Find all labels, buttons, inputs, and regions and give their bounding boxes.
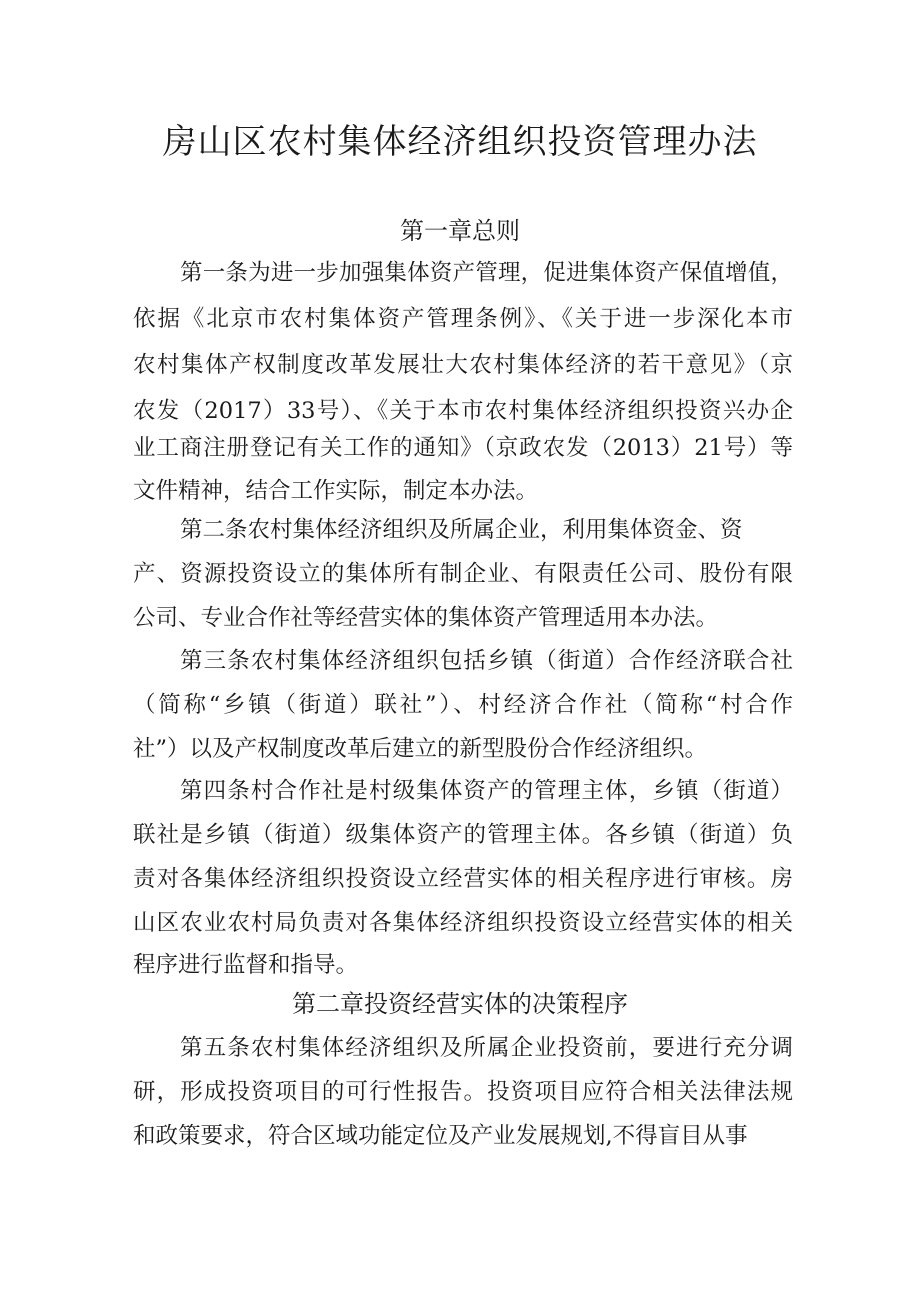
article-5-line-3: 和政策要求，符合区域功能定位及产业发展规划,不得盲目从事 — [133, 1123, 748, 1149]
article-3-line-2: （简称“乡镇（街道）联社”）、村经济合作社（简称“村合作 — [133, 692, 793, 718]
article-3-line-3: 社”）以及产权制度改革后建立的新型股份合作经济组织。 — [133, 736, 708, 762]
article-1-line-1: 第一条为进一步加强集体资产管理，促进集体资产保值增值， — [180, 260, 793, 286]
article-4-line-3: 责对各集体经济组织投资设立经营实体的相关程序进行审核。房 — [133, 866, 793, 892]
article-4-line-5: 程序进行监督和指导。 — [133, 952, 359, 978]
article-1-line-4: 农发（2017）33号）、《关于本市农村集体经济组织投资兴办企 — [133, 398, 793, 424]
article-4-line-4: 山区农业农村局负责对各集体经济组织投资设立经营实体的相关 — [133, 910, 793, 936]
article-1-line-5: 业工商注册登记有关工作的通知》（京政农发（2013）21号）等 — [133, 435, 793, 461]
article-3-line-1: 第三条农村集体经济组织包括乡镇（街道）合作经济联合社 — [180, 648, 793, 674]
article-2-line-1: 第二条农村集体经济组织及所属企业，利用集体资金、资 — [180, 517, 743, 543]
chapter-1-heading: 第一章总则 — [400, 217, 520, 245]
article-5-line-1: 第五条农村集体经济组织及所属企业投资前，要进行充分调 — [180, 1035, 793, 1061]
article-1-line-6: 文件精神，结合工作实际，制定本办法。 — [133, 478, 539, 504]
document-title: 房山区农村集体经济组织投资管理办法 — [162, 122, 758, 162]
chapter-2-heading: 第二章投资经营实体的决策程序 — [292, 990, 628, 1018]
article-1-line-3: 农村集体产权制度改革发展壮大农村集体经济的若干意见》（京 — [133, 352, 793, 378]
article-1-line-2: 依据《北京市农村集体资产管理条例》、《关于进一步深化本市 — [133, 306, 793, 332]
article-4-line-2: 联社是乡镇（街道）级集体资产的管理主体。各乡镇（街道）负 — [133, 822, 793, 848]
article-4-line-1: 第四条村合作社是村级集体资产的管理主体，乡镇（街道） — [180, 778, 793, 804]
article-2-line-3: 公司、专业合作社等经营实体的集体资产管理适用本办法。 — [133, 605, 719, 631]
article-2-line-2: 产、资源投资设立的集体所有制企业、有限责任公司、股份有限 — [133, 561, 793, 587]
article-5-line-2: 研，形成投资项目的可行性报告。投资项目应符合相关法律法规 — [133, 1079, 793, 1105]
